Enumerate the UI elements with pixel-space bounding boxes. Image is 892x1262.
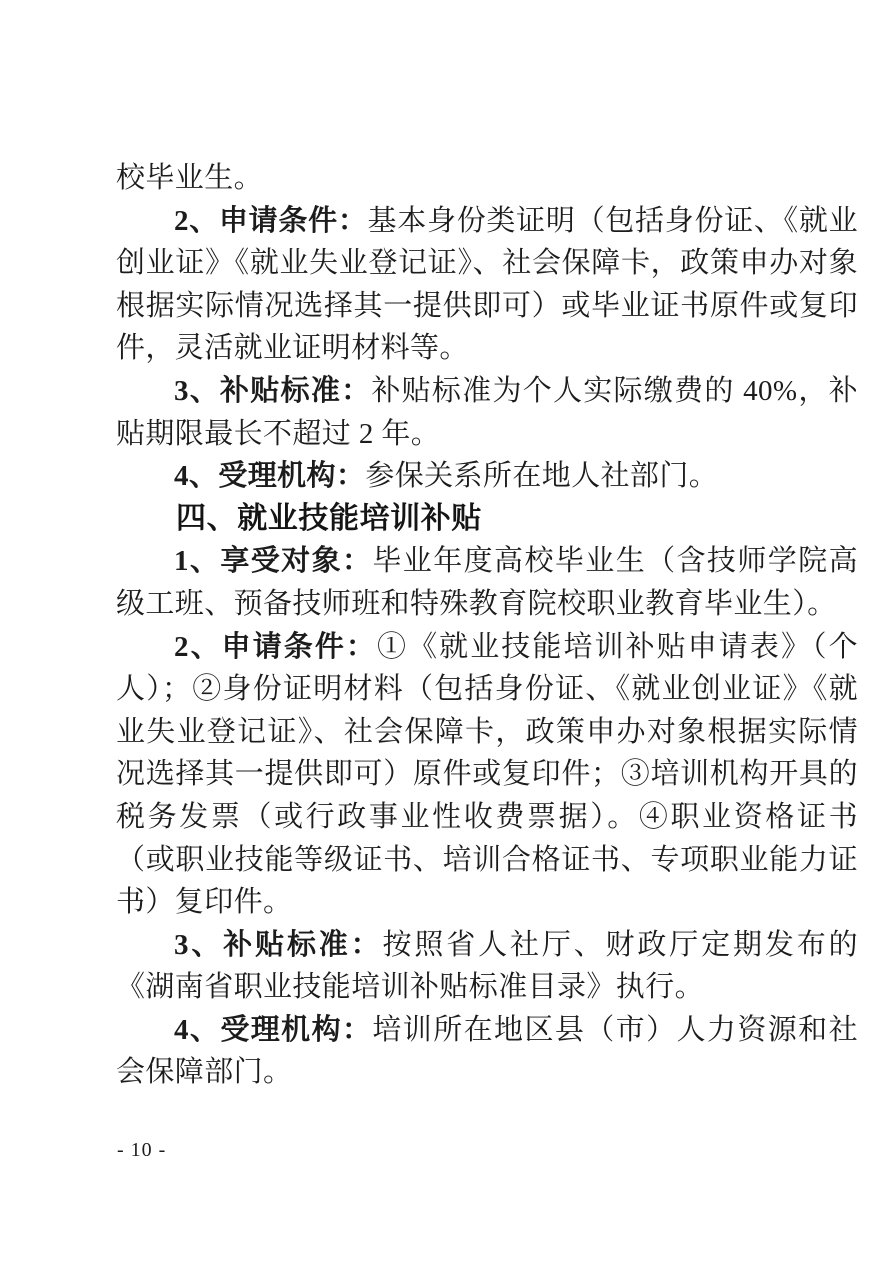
paragraph-text: 基本身份类证明（包括身份证、《就业创业证》《就业失业登记证》、社会保障卡，政策申办对象根据实际情况选择其一提供即可）或毕业证书原件或复印件，灵活就业证明材料等。 bbox=[116, 204, 858, 365]
paragraph-text: ①《就业技能培训补贴申请表》（个人）；②身份证明材料（包括身份证、《就业创业证》《就业失业登记证》、社会保障卡，政策申办对象根据实际情况选择其一提供即可）原件或复印件；③培训机构开具的税务发票（或行政事业性收费票据）。④职业资格证书（或职业技能等级证书、培训合格证书、专项职业能力证书）复印件。 bbox=[116, 630, 858, 919]
paragraph-text: 补贴标准为个人实际缴费的 40%，补贴期限最长不超过 2 年。 bbox=[116, 374, 858, 450]
section-heading-skill-training-subsidy: 四、就业技能培训补贴 bbox=[176, 501, 482, 535]
paragraph-label: 2、申请条件： bbox=[174, 630, 378, 663]
paragraph-subsidy-standard bbox=[116, 370, 858, 455]
paragraph-accepting-agency-2 bbox=[116, 1009, 858, 1094]
paragraph-subsidy-standard-2 bbox=[116, 924, 858, 1009]
paragraph-text: 校毕业生。 bbox=[116, 162, 264, 194]
paragraph-text: 毕业年度高校毕业生（含技师学院高级工班、预备技师班和特殊教育院校职业教育毕业生）。 bbox=[116, 545, 858, 620]
paragraph-label: 3、补贴标准： bbox=[174, 374, 372, 407]
paragraph-accepting-agency bbox=[116, 455, 858, 498]
page-number: - 10 - bbox=[117, 1139, 167, 1161]
paragraph-text: 参保关系所在地人社部门。 bbox=[365, 460, 719, 493]
paragraph-text: 按照省人社厅、财政厅定期发布的《湖南省职业技能培训补贴标准目录》执行。 bbox=[116, 928, 858, 1004]
paragraph-label: 1、享受对象： bbox=[174, 545, 373, 578]
paragraph-application-conditions-2 bbox=[116, 626, 858, 924]
paragraph-label: 4、受理机构： bbox=[174, 1013, 373, 1046]
document-body bbox=[116, 157, 858, 1094]
paragraph-text: 培训所在地区县（市）人力资源和社会保障部门。 bbox=[116, 1013, 858, 1089]
paragraph-label: 4、受理机构： bbox=[174, 460, 366, 493]
paragraph-continuation bbox=[116, 157, 858, 200]
paragraph-eligible-targets bbox=[116, 540, 858, 625]
paragraph-application-conditions bbox=[116, 200, 858, 370]
paragraph-label: 3、补贴标准： bbox=[174, 928, 383, 961]
paragraph-label: 2、申请条件： bbox=[174, 204, 368, 237]
